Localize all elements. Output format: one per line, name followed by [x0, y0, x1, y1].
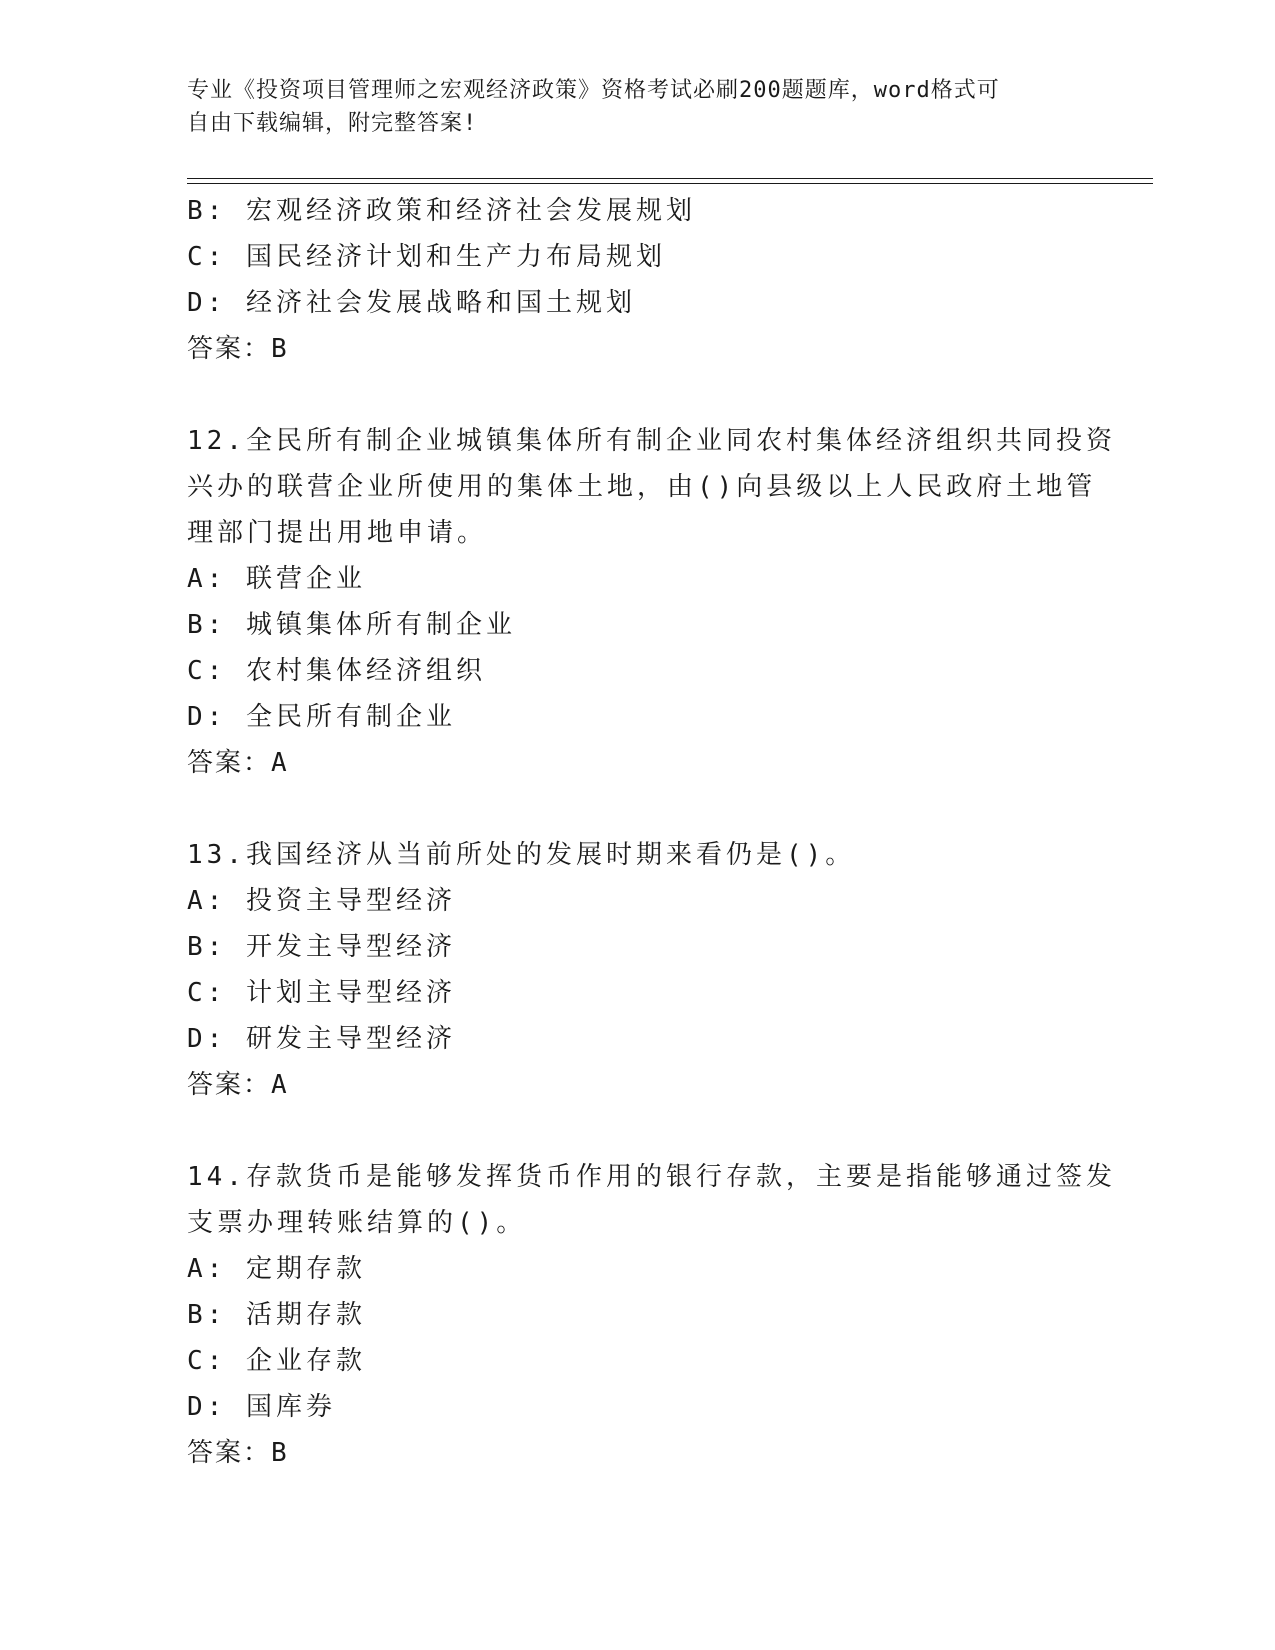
- question-text-line: 理部门提出用地申请。: [187, 518, 488, 548]
- header-line-2: 自由下载编辑，附完整答案!: [187, 111, 478, 136]
- question-text-line: 13.我国经济从当前所处的发展时期来看仍是()。: [187, 840, 856, 870]
- question-11-continued: [187, 188, 1087, 372]
- option-c: C: 企业存款: [187, 1346, 366, 1376]
- option-d: D: 全民所有制企业: [187, 702, 456, 732]
- question-text-line: 14.存款货币是能够发挥货币作用的银行存款，主要是指能够通过签发: [187, 1162, 1116, 1192]
- header-divider-bottom: [187, 183, 1153, 184]
- answer: 答案：B: [187, 1438, 289, 1468]
- option-b: B: 宏观经济政策和经济社会发展规划: [187, 196, 696, 226]
- answer: 答案：A: [187, 1070, 289, 1100]
- option-b: B: 城镇集体所有制企业: [187, 610, 516, 640]
- option-c: C: 农村集体经济组织: [187, 656, 486, 686]
- answer: 答案：A: [187, 748, 289, 778]
- question-13: [187, 832, 1087, 1108]
- question-list: [187, 188, 1116, 1476]
- option-d: D: 研发主导型经济: [187, 1024, 456, 1054]
- option-a: A: 联营企业: [187, 564, 366, 594]
- question-12: [187, 418, 1116, 786]
- document-header: [187, 74, 1087, 140]
- option-a: A: 定期存款: [187, 1254, 366, 1284]
- option-d: D: 国库券: [187, 1392, 336, 1422]
- question-14: [187, 1154, 1116, 1476]
- answer: 答案：B: [187, 334, 289, 364]
- option-c: C: 国民经济计划和生产力布局规划: [187, 242, 666, 272]
- header-divider-top: [187, 178, 1153, 179]
- question-text-line: 支票办理转账结算的()。: [187, 1208, 527, 1238]
- option-c: C: 计划主导型经济: [187, 978, 456, 1008]
- header-line-1: 专业《投资项目管理师之宏观经济政策》资格考试必刷200题题库，word格式可: [187, 78, 1000, 103]
- option-a: A: 投资主导型经济: [187, 886, 456, 916]
- option-b: B: 活期存款: [187, 1300, 366, 1330]
- question-text-line: 兴办的联营企业所使用的集体土地，由()向县级以上人民政府土地管: [187, 472, 1097, 502]
- option-b: B: 开发主导型经济: [187, 932, 456, 962]
- option-d: D: 经济社会发展战略和国土规划: [187, 288, 636, 318]
- question-text-line: 12.全民所有制企业城镇集体所有制企业同农村集体经济组织共同投资: [187, 426, 1116, 456]
